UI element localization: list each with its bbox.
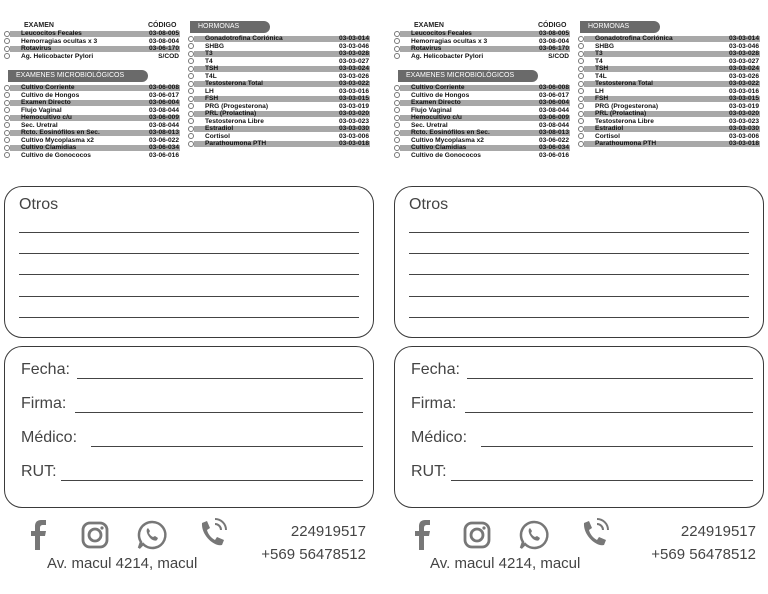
address: Av. macul 4214, macul — [47, 555, 198, 572]
hormonas-list — [188, 35, 370, 148]
exam-row[interactable]: Cultivo Clamidias 03-06-034 — [394, 144, 570, 152]
write-line[interactable] — [19, 274, 359, 275]
medico-field[interactable] — [91, 446, 363, 447]
otros-box — [394, 186, 764, 338]
exam-row[interactable]: FSH 03-03-015 — [188, 95, 370, 103]
phone-number-2: +569 56478512 — [651, 546, 756, 563]
checkbox-circle[interactable] — [578, 141, 584, 147]
exam-row[interactable]: T4L 03-03-026 — [578, 73, 760, 81]
phone-icon[interactable] — [196, 517, 228, 551]
checkbox-circle[interactable] — [4, 100, 10, 106]
checkbox-circle[interactable] — [578, 111, 584, 117]
order-form-left — [4, 0, 374, 594]
checkbox-circle[interactable] — [578, 96, 584, 102]
checkbox-circle[interactable] — [578, 81, 584, 87]
checkbox-circle[interactable] — [4, 31, 10, 37]
exams-top-list — [394, 30, 570, 60]
checkbox-circle[interactable] — [188, 66, 194, 72]
exam-row[interactable]: Cortisol 03-03-006 — [578, 133, 760, 141]
hormonas-section-title: HORMONAS — [190, 21, 270, 33]
medico-label: Médico: — [21, 429, 78, 446]
exam-row[interactable]: Ag. Helicobacter Pylori S/COD — [4, 53, 180, 61]
checkbox-circle[interactable] — [188, 126, 194, 132]
exam-row[interactable]: PRG (Progesterona) 03-03-019 — [188, 103, 370, 111]
checkbox-circle[interactable] — [4, 130, 10, 136]
exams-top-list — [4, 30, 180, 60]
exam-row[interactable]: T4 03-03-027 — [188, 58, 370, 66]
rut-label: RUT: — [411, 463, 447, 480]
exam-row[interactable]: Hemorragias ocultas x 3 03-08-004 — [4, 38, 180, 46]
exam-row[interactable]: T3 03-03-028 — [188, 50, 370, 58]
exam-row[interactable]: Hemocultivo c/u 03-06-009 — [394, 114, 570, 122]
exam-row[interactable]: PRG (Progesterona) 03-03-019 — [578, 103, 760, 111]
exam-row[interactable]: Rotavirus 03-06-170 — [394, 45, 570, 53]
checkbox-circle[interactable] — [188, 36, 194, 42]
signature-box — [4, 346, 374, 508]
exam-row[interactable]: Cultivo de Gonococos 03-06-016 — [394, 152, 570, 160]
fecha-label: Fecha: — [21, 361, 70, 378]
hormonas-section-title: HORMONAS — [580, 21, 660, 33]
medico-label: Médico: — [411, 429, 468, 446]
write-line[interactable] — [409, 296, 749, 297]
exam-row[interactable]: FSH 03-03-015 — [578, 95, 760, 103]
instagram-icon[interactable] — [462, 520, 492, 550]
write-line[interactable] — [409, 232, 749, 233]
exam-row[interactable]: Testosterona Libre 03-03-023 — [578, 118, 760, 126]
phone-number-2: +569 56478512 — [261, 546, 366, 563]
exam-row[interactable]: Cultivo Mycoplasma x2 03-06-022 — [394, 137, 570, 145]
write-line[interactable] — [19, 296, 359, 297]
exam-row[interactable]: Testosterona Total 03-03-022 — [188, 80, 370, 88]
checkbox-circle[interactable] — [394, 130, 400, 136]
write-line[interactable] — [19, 317, 359, 318]
facebook-icon[interactable] — [414, 520, 432, 550]
exam-row[interactable]: Leucocitos Fecales 03-08-005 — [4, 30, 180, 38]
write-line[interactable] — [409, 253, 749, 254]
exam-row[interactable]: SHBG 03-03-046 — [578, 43, 760, 51]
fecha-field[interactable] — [77, 378, 363, 379]
address: Av. macul 4214, macul — [430, 555, 581, 572]
checkbox-circle[interactable] — [188, 111, 194, 117]
phone-number-1: 224919517 — [290, 523, 366, 540]
rut-label: RUT: — [21, 463, 57, 480]
exam-row[interactable]: Gonadotrofina Coriónica 03-03-014 — [578, 35, 760, 43]
examen-header: EXAMEN — [414, 22, 444, 29]
facebook-icon[interactable] — [30, 520, 48, 550]
micro-section-title: EXAMENES MICROBIOLÓGICOS — [8, 70, 148, 82]
exam-row[interactable]: Cultivo Corriente 03-06-008 — [4, 84, 180, 92]
checkbox-circle[interactable] — [188, 96, 194, 102]
otros-label: Otros — [409, 196, 449, 213]
firma-field[interactable] — [75, 412, 363, 413]
exam-row[interactable]: Cultivo Corriente 03-06-008 — [394, 84, 570, 92]
exam-row[interactable]: T4 03-03-027 — [578, 58, 760, 66]
checkbox-circle[interactable] — [4, 145, 10, 151]
checkbox-circle[interactable] — [578, 126, 584, 132]
exam-row[interactable]: Examen Directo 03-06-004 — [394, 99, 570, 107]
exam-row[interactable]: TSH 03-03-024 — [188, 65, 370, 73]
instagram-icon[interactable] — [80, 520, 110, 550]
signature-box — [394, 346, 764, 508]
checkbox-circle[interactable] — [4, 85, 10, 91]
exam-row[interactable]: Leucocitos Fecales 03-08-005 — [394, 30, 570, 38]
rut-field[interactable] — [451, 480, 753, 481]
examen-header: EXAMEN — [24, 22, 54, 29]
exam-row[interactable]: Sec. Uretral 03-08-044 — [4, 122, 180, 130]
fecha-label: Fecha: — [411, 361, 460, 378]
rut-field[interactable] — [61, 480, 363, 481]
exam-row[interactable]: Hemorragias ocultas x 3 03-08-004 — [394, 38, 570, 46]
exam-row[interactable]: Cultivo Mycoplasma x2 03-06-022 — [4, 137, 180, 145]
exam-row[interactable]: Flujo Vaginal 03-08-044 — [394, 107, 570, 115]
write-line[interactable] — [19, 232, 359, 233]
exam-row[interactable]: Sec. Uretral 03-08-044 — [394, 122, 570, 130]
micro-exams-list — [394, 84, 570, 159]
phone-icon[interactable] — [578, 517, 610, 551]
checkbox-circle[interactable] — [394, 85, 400, 91]
order-form-right — [394, 0, 764, 594]
checkbox-circle[interactable] — [188, 51, 194, 57]
micro-exams-list — [4, 84, 180, 159]
write-line[interactable] — [409, 317, 749, 318]
codigo-header: CÓDIGO — [148, 22, 177, 29]
checkbox-circle[interactable] — [394, 31, 400, 37]
exam-row[interactable]: Cortisol 03-03-006 — [188, 133, 370, 141]
exam-row[interactable]: Rcto. Eosinófilos en Sec. 03-08-013 — [394, 129, 570, 137]
micro-section-title: EXAMENES MICROBIOLÓGICOS — [398, 70, 538, 82]
exam-row[interactable]: Parathoumona PTH 03-03-018 — [188, 140, 370, 148]
exam-row[interactable]: Examen Directo 03-06-004 — [4, 99, 180, 107]
checkbox-circle[interactable] — [4, 115, 10, 121]
checkbox-circle[interactable] — [394, 115, 400, 121]
exam-row[interactable]: Cultivo de Gonococos 03-06-016 — [4, 152, 180, 160]
firma-field[interactable] — [465, 412, 753, 413]
otros-box — [4, 186, 374, 338]
medico-field[interactable] — [481, 446, 753, 447]
exam-row[interactable]: LH 03-03-016 — [578, 88, 760, 96]
exam-row[interactable]: TSH 03-03-024 — [578, 65, 760, 73]
checkbox-circle[interactable] — [394, 46, 400, 52]
exam-row[interactable]: Rcto. Eosinófilos en Sec. 03-08-013 — [4, 129, 180, 137]
exam-row[interactable]: T3 03-03-028 — [578, 50, 760, 58]
phone-number-1: 224919517 — [680, 523, 756, 540]
exam-row[interactable]: PRL (Prolactina) 03-03-020 — [578, 110, 760, 118]
exam-row[interactable]: Estradiol 03-03-030 — [188, 125, 370, 133]
checkbox-circle[interactable] — [188, 141, 194, 147]
exam-row[interactable]: PRL (Prolactina) 03-03-020 — [188, 110, 370, 118]
exam-row[interactable]: Flujo Vaginal 03-08-044 — [4, 107, 180, 115]
firma-label: Firma: — [411, 395, 457, 412]
firma-label: Firma: — [21, 395, 67, 412]
exam-row[interactable]: SHBG 03-03-046 — [188, 43, 370, 51]
exam-row[interactable]: Testosterona Total 03-03-022 — [578, 80, 760, 88]
otros-label: Otros — [19, 196, 59, 213]
exam-row[interactable]: Hemocultivo c/u 03-06-009 — [4, 114, 180, 122]
exam-row[interactable]: T4L 03-03-026 — [188, 73, 370, 81]
checkbox-circle[interactable] — [394, 100, 400, 106]
exam-row[interactable]: Rotavirus 03-06-170 — [4, 45, 180, 53]
codigo-header: CÓDIGO — [538, 22, 567, 29]
write-line[interactable] — [19, 253, 359, 254]
checkbox-circle[interactable] — [578, 66, 584, 72]
fecha-field[interactable] — [467, 378, 753, 379]
checkbox-circle[interactable] — [578, 51, 584, 57]
exam-row[interactable]: Estradiol 03-03-030 — [578, 125, 760, 133]
checkbox-circle[interactable] — [578, 36, 584, 42]
exam-row[interactable]: Cultivo Clamidias 03-06-034 — [4, 144, 180, 152]
exam-row[interactable]: LH 03-03-016 — [188, 88, 370, 96]
exam-row[interactable]: Ag. Helicobacter Pylori S/COD — [394, 53, 570, 61]
whatsapp-icon[interactable] — [518, 519, 550, 551]
write-line[interactable] — [409, 274, 749, 275]
checkbox-circle[interactable] — [394, 145, 400, 151]
exam-row[interactable]: Testosterona Libre 03-03-023 — [188, 118, 370, 126]
exam-row[interactable]: Cultivo de Hongos 03-06-017 — [394, 92, 570, 100]
checkbox-circle[interactable] — [4, 46, 10, 52]
exam-row[interactable]: Gonadotrofina Coriónica 03-03-014 — [188, 35, 370, 43]
exam-row[interactable]: Parathoumona PTH 03-03-018 — [578, 140, 760, 148]
checkbox-circle[interactable] — [188, 81, 194, 87]
exam-row[interactable]: Cultivo de Hongos 03-06-017 — [4, 92, 180, 100]
hormonas-list — [578, 35, 760, 148]
whatsapp-icon[interactable] — [136, 519, 168, 551]
